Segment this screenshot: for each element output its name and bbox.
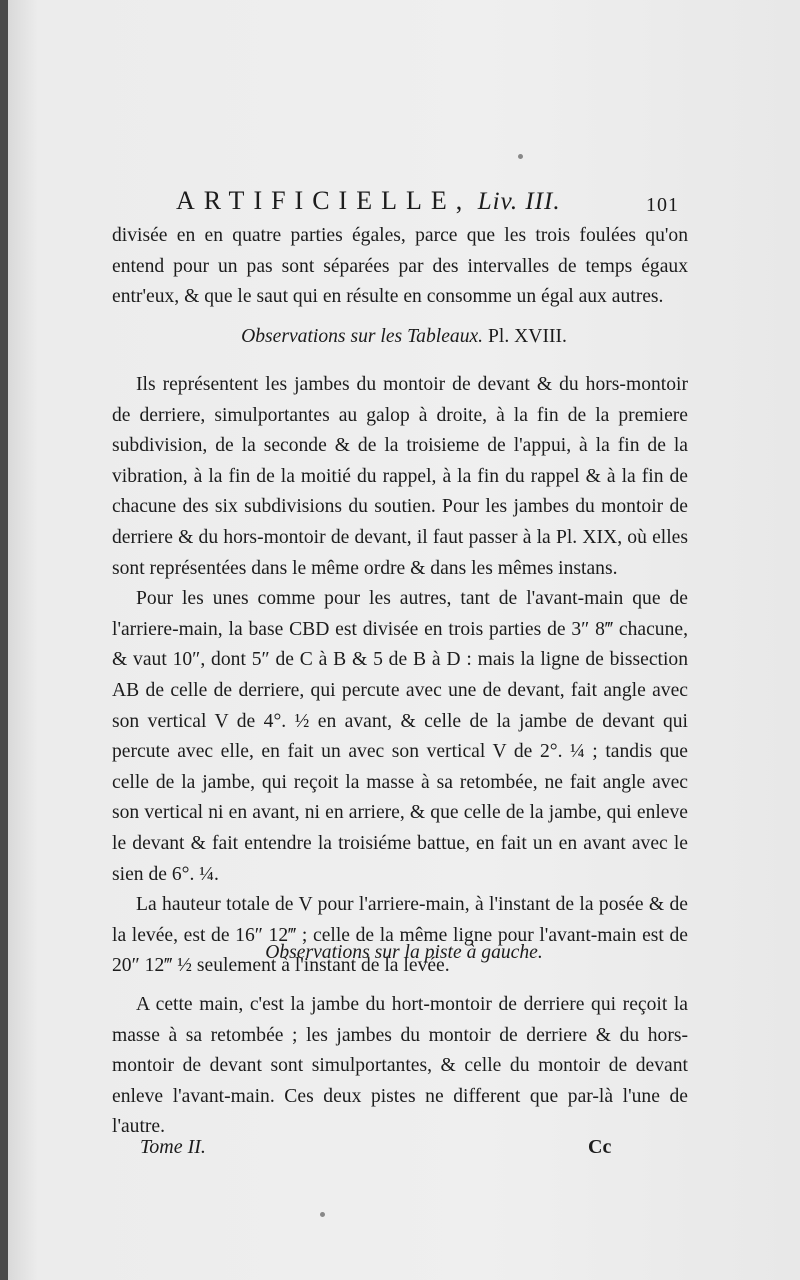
heading-italic: Observations sur les Tableaux. <box>241 326 484 347</box>
book-number: Liv. III. <box>477 188 561 215</box>
running-title: ARTIFICIELLE, <box>176 186 472 215</box>
paragraph-a-cette-main: A cette main, c'est la jambe du hort-montoir de derriere qui reçoit la masse à sa retombée ; les jambes du montoir de derriere & du hors-montoir de devant sont simulportantes, & celle du montoir de devant enleve l'avant-main. Ces deux pistes ne different que par-là l'une de l'autre. <box>112 994 688 1138</box>
heading-plate: Pl. XVIII. <box>488 326 567 347</box>
volume-footer: Tome II. <box>140 1136 206 1158</box>
paragraph-pour-les-unes: Pour les unes comme pour les autres, tant de l'avant-main que de l'arriere-main, la base CBD est divisée en trois parties de 3″ 8‴ chacune, & vaut 10″, dont 5″ de C à B & 5 de B à D : mais la ligne de bissection AB de celle de derriere, qui percute avec une de devant, fait angle avec son vertical V de 4°. ½ en avant, & celle de la jambe de devant qui percute avec elle, en fait un avec son vertical V de 2°. ¼ ; tandis que celle de la jambe, qui reçoit la masse à sa retombée, ne fait angle avec son vertical ni en avant, ni en arriere, & que celle de la jambe, qui enleve le devant & fait entendre la troisiéme battue, en fait un en avant avec le sien de 6°. ¼. <box>112 588 688 885</box>
book-page <box>8 0 800 1280</box>
running-header <box>176 186 676 226</box>
paragraph-la-hauteur: La hauteur totale de V pour l'arriere-main, à l'instant de la posée & de la levée, est de 16″ 12‴ ; celle de la même ligne pour l'avant-main est de 20″ 12‴ ½ seulement à l'instant de la levée. <box>112 894 688 977</box>
section-heading-piste-gauche <box>8 942 800 964</box>
paragraph-ils-representent: Ils représentent les jambes du montoir de devant & du hors-montoir de derriere, simulportantes au galop à droite, à la fin de la premiere subdivision, de la seconde & de la troisieme de l'appui, à la fin de la vibration, à la fin de la moitié du rappel, à la fin du rappel & à la fin de chacune des six subdivisions du soutien. Pour les jambes du montoir de derriere & du hors-montoir de devant, il faut passer à la Pl. XIX, où elles sont représentées dans le même ordre & dans les mêmes instans. <box>112 374 688 579</box>
heading-italic: Observations sur la piste à gauche. <box>265 942 543 963</box>
body-text-block <box>112 370 688 982</box>
section-heading-tableaux <box>8 326 800 348</box>
ink-spot <box>320 1212 325 1217</box>
paragraph-text: divisée en en quatre parties égales, parce que les trois foulées qu'on entend pour un pas sont séparées par des intervalles de temps égaux entr'eux, & que le saut qui en résulte en consomme un égal aux autres. <box>112 225 688 308</box>
body-text-block-2 <box>112 990 688 1143</box>
paragraph-continuation <box>112 221 688 313</box>
signature-mark: Cc <box>588 1136 612 1158</box>
page-number: 101 <box>646 194 679 216</box>
ink-spot <box>518 154 523 159</box>
